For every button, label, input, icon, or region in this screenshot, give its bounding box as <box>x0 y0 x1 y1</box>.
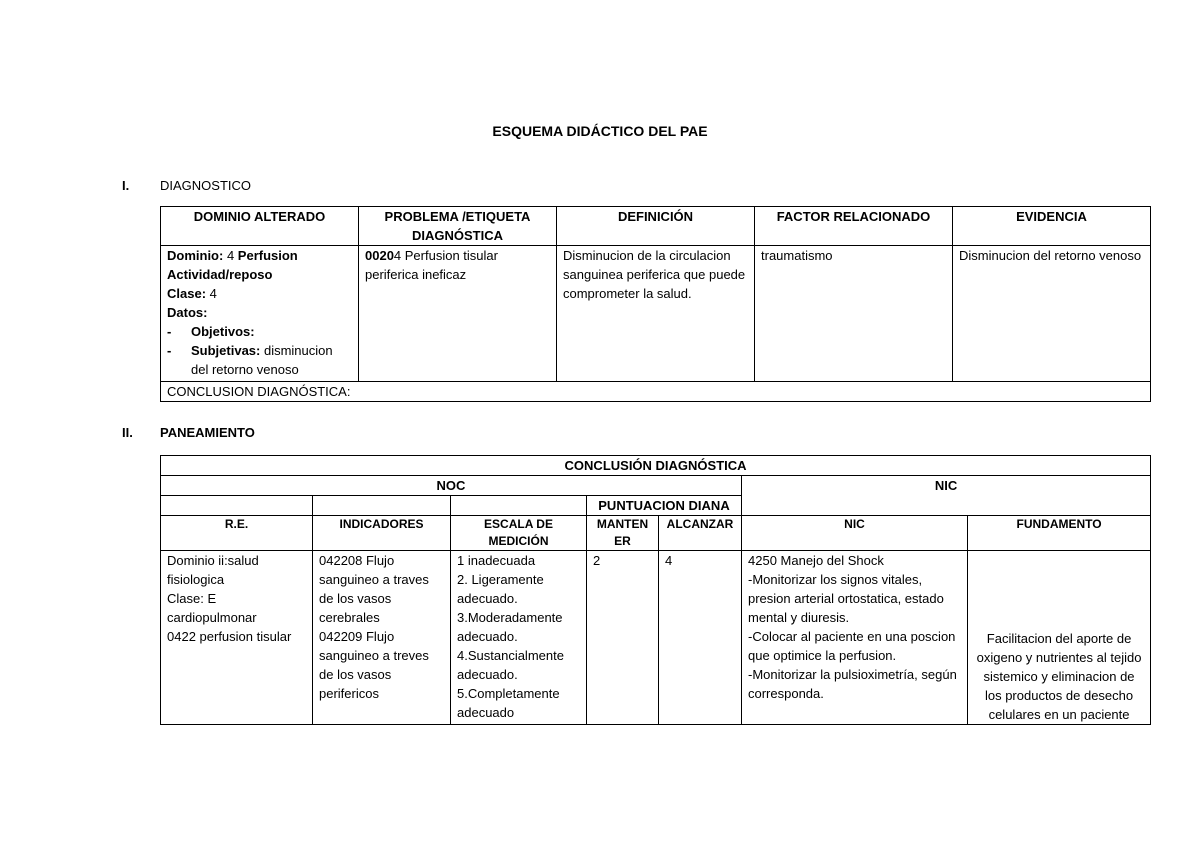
nic-item: 4250 Manejo del Shock <box>748 553 884 568</box>
evidencia-cell: Disminucion del retorno venoso <box>953 246 1151 382</box>
factor-cell: traumatismo <box>755 246 953 382</box>
diagnosis-table <box>160 206 1151 402</box>
nic-item: -Monitorizar los signos vitales, presion arterial ortostatica, estado mental y diuresis. <box>748 572 944 625</box>
section-2-number: II. <box>122 425 133 440</box>
nic-item: -Colocar al paciente en una poscion que optimice la perfusion. <box>748 629 956 663</box>
alcanzar-value: 4 <box>659 551 742 725</box>
indicadores-cell <box>313 551 451 725</box>
conclusion-diagnostica: CONCLUSION DIAGNÓSTICA: <box>161 382 1151 402</box>
puntuacion-diana-header: PUNTUACION DIANA <box>587 496 742 516</box>
escala-item: 4.Sustancialmente adecuado. <box>457 648 564 682</box>
header-indicadores: INDICADORES <box>313 516 451 551</box>
header-problema-etiqueta: PROBLEMA /ETIQUETA DIAGNÓSTICA <box>359 207 557 246</box>
header-re: R.E. <box>161 516 313 551</box>
escala-item: 5.Completamente adecuado <box>457 686 560 720</box>
dominio-name: Perfusion Actividad/reposo <box>167 248 298 282</box>
objetivos-label: Objetivos: <box>191 324 255 339</box>
mantener-value: 2 <box>587 551 659 725</box>
dominio-cell <box>161 246 359 382</box>
header-nic: NIC <box>742 516 968 551</box>
header-escala: ESCALA DE MEDICIÓN <box>451 516 587 551</box>
re-line: 0422 perfusion tisular <box>167 629 292 644</box>
nic-group-header: NIC <box>742 476 1151 516</box>
escala-item: 3.Moderadamente adecuado. <box>457 610 563 644</box>
nic-item: -Monitorizar la pulsioximetría, según corresponda. <box>748 667 957 701</box>
header-dominio-alterado: DOMINIO ALTERADO <box>161 207 359 246</box>
empty-cell <box>451 496 587 516</box>
empty-cell <box>161 496 313 516</box>
section-1-number: I. <box>122 178 130 193</box>
problema-text: 4 Perfusion tisular periferica ineficaz <box>365 248 498 282</box>
problema-cell <box>359 246 557 382</box>
fundamento-cell: Facilitacion del aporte de oxigeno y nutrientes al tejido sistemico y eliminacion de los productos de desecho celulares en un paciente <box>968 551 1151 725</box>
header-fundamento: FUNDAMENTO <box>968 516 1151 551</box>
header-definicion: DEFINICIÓN <box>557 207 755 246</box>
header-factor-relacionado: FACTOR RELACIONADO <box>755 207 953 246</box>
escala-item: 1 inadecuada <box>457 553 536 568</box>
header-evidencia: EVIDENCIA <box>953 207 1151 246</box>
escala-cell <box>451 551 587 725</box>
header-alcanzar: ALCANZAR <box>659 516 742 551</box>
section-1-title: DIAGNOSTICO <box>160 178 252 193</box>
document-title: ESQUEMA DIDÁCTICO DEL PAE <box>492 123 708 139</box>
clase-label: Clase: <box>167 286 207 301</box>
subjetivas-value: disminucion del retorno venoso <box>191 343 333 377</box>
conclusion-header: CONCLUSIÓN DIAGNÓSTICA <box>161 456 1151 476</box>
planning-table <box>160 455 1151 725</box>
problema-code: 0020 <box>365 248 394 263</box>
re-cell <box>161 551 313 725</box>
noc-header: NOC <box>161 476 742 496</box>
nic-cell <box>742 551 968 725</box>
clase-value: 4 <box>206 286 217 301</box>
indicador-item: 042209 Flujo sanguineo a treves de los vasos perifericos <box>319 629 429 701</box>
indicador-item: 042208 Flujo sanguineo a traves de los vasos cerebrales <box>319 553 429 625</box>
subjetivas-label: Subjetivas: <box>191 343 261 358</box>
dominio-label: Dominio: <box>167 248 224 263</box>
re-line: Dominio ii:salud fisiologica <box>167 553 259 587</box>
section-2-title: PANEAMIENTO <box>160 425 255 440</box>
dominio-value: 4 <box>223 248 238 263</box>
escala-item: 2. Ligeramente adecuado. <box>457 572 544 606</box>
datos-label: Datos: <box>167 305 208 320</box>
empty-cell <box>313 496 451 516</box>
re-line: Clase: E cardiopulmonar <box>167 591 257 625</box>
header-mantener: MANTEN ER <box>587 516 659 551</box>
definicion-cell: Disminucion de la circulacion sanguinea periferica que puede comprometer la salud. <box>557 246 755 382</box>
